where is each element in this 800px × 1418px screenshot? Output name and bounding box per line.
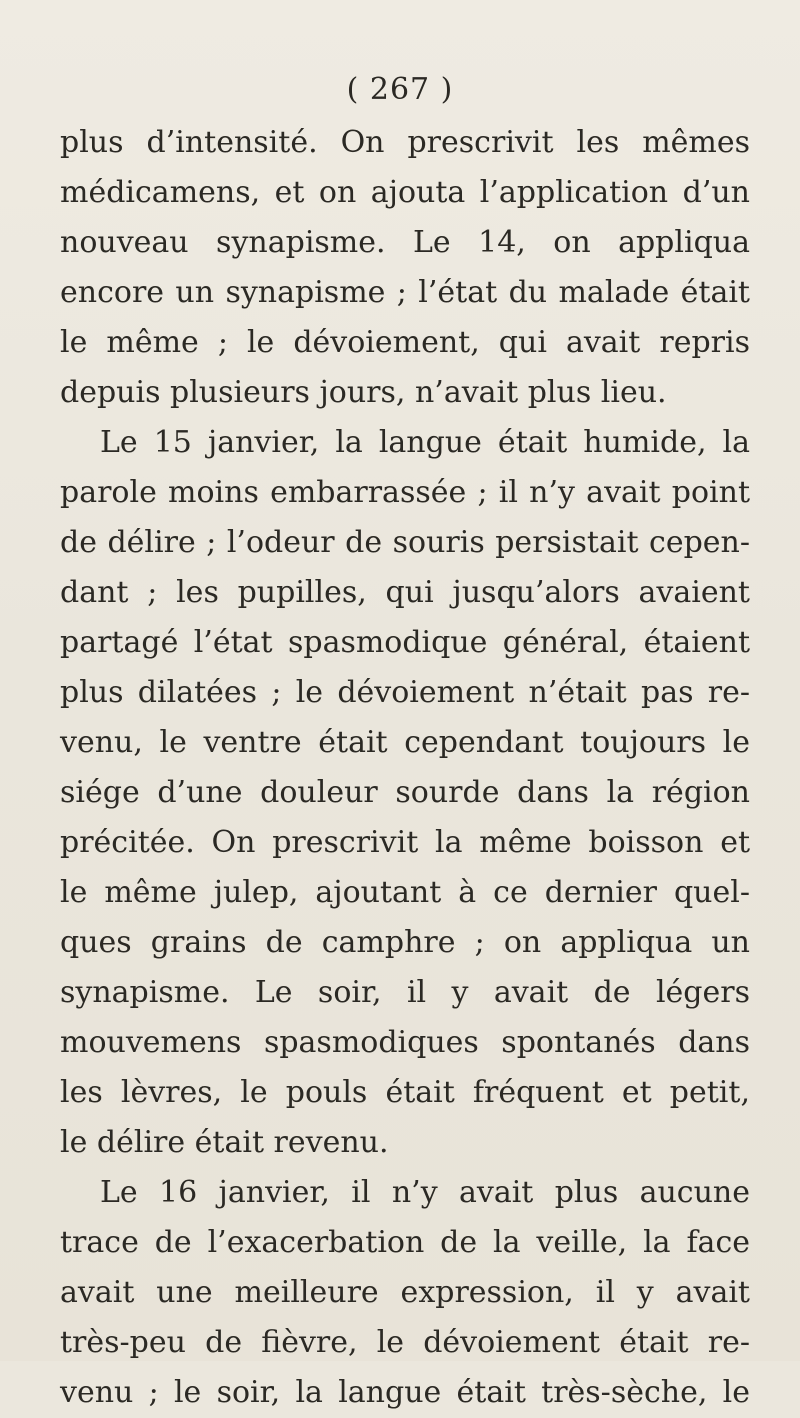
text-line: parole moins embarrassée ; il n’y avait point: [60, 475, 750, 510]
text-line: les lèvres, le pouls était fréquent et petit,: [60, 1075, 750, 1110]
text-line: plus d’intensité. On prescrivit les mêmes: [60, 125, 750, 160]
text-line: trace de l’exacerbation de la veille, la face: [60, 1225, 750, 1260]
text-line: avait une meilleure expression, il y avait: [60, 1275, 750, 1310]
body-text: [60, 118, 750, 1418]
text-line: siége d’une douleur sourde dans la région: [60, 775, 750, 810]
text-line: depuis plusieurs jours, n’avait plus lieu.: [60, 375, 667, 410]
text-line: dant ; les pupilles, qui jusqu’alors avaient: [60, 575, 750, 610]
paragraph-start-line: Le 16 janvier, il n’y avait plus aucune: [100, 1175, 750, 1210]
page-number: ( 267 ): [346, 72, 454, 107]
text-line: venu, le ventre était cependant toujours le: [60, 725, 750, 760]
text-line: très-peu de fièvre, le dévoiement était re-: [60, 1325, 750, 1360]
text-line: de délire ; l’odeur de souris persistait cepen-: [60, 525, 750, 560]
text-line: nouveau synapisme. Le 14, on appliqua: [60, 225, 750, 260]
text-line: le même ; le dévoiement, qui avait repris: [60, 325, 750, 360]
text-line: mouvemens spasmodiques spontanés dans: [60, 1025, 750, 1060]
text-line: venu ; le soir, la langue était très-sèche, le: [60, 1375, 750, 1410]
text-line: médicamens, et on ajouta l’application d’un: [60, 175, 750, 210]
text-line: plus dilatées ; le dévoiement n’était pas re-: [60, 675, 750, 710]
text-line: précitée. On prescrivit la même boisson et: [60, 825, 750, 860]
text-line: synapisme. Le soir, il y avait de légers: [60, 975, 750, 1010]
text-line: partagé l’état spasmodique général, étaient: [60, 625, 750, 660]
text-line: ques grains de camphre ; on appliqua un: [60, 925, 750, 960]
text-line: le délire était revenu.: [60, 1125, 389, 1160]
text-line: le même julep, ajoutant à ce dernier quel-: [60, 875, 750, 910]
text-line: encore un synapisme ; l’état du malade était: [60, 275, 750, 310]
paragraph-start-line: Le 15 janvier, la langue était humide, la: [100, 425, 750, 460]
